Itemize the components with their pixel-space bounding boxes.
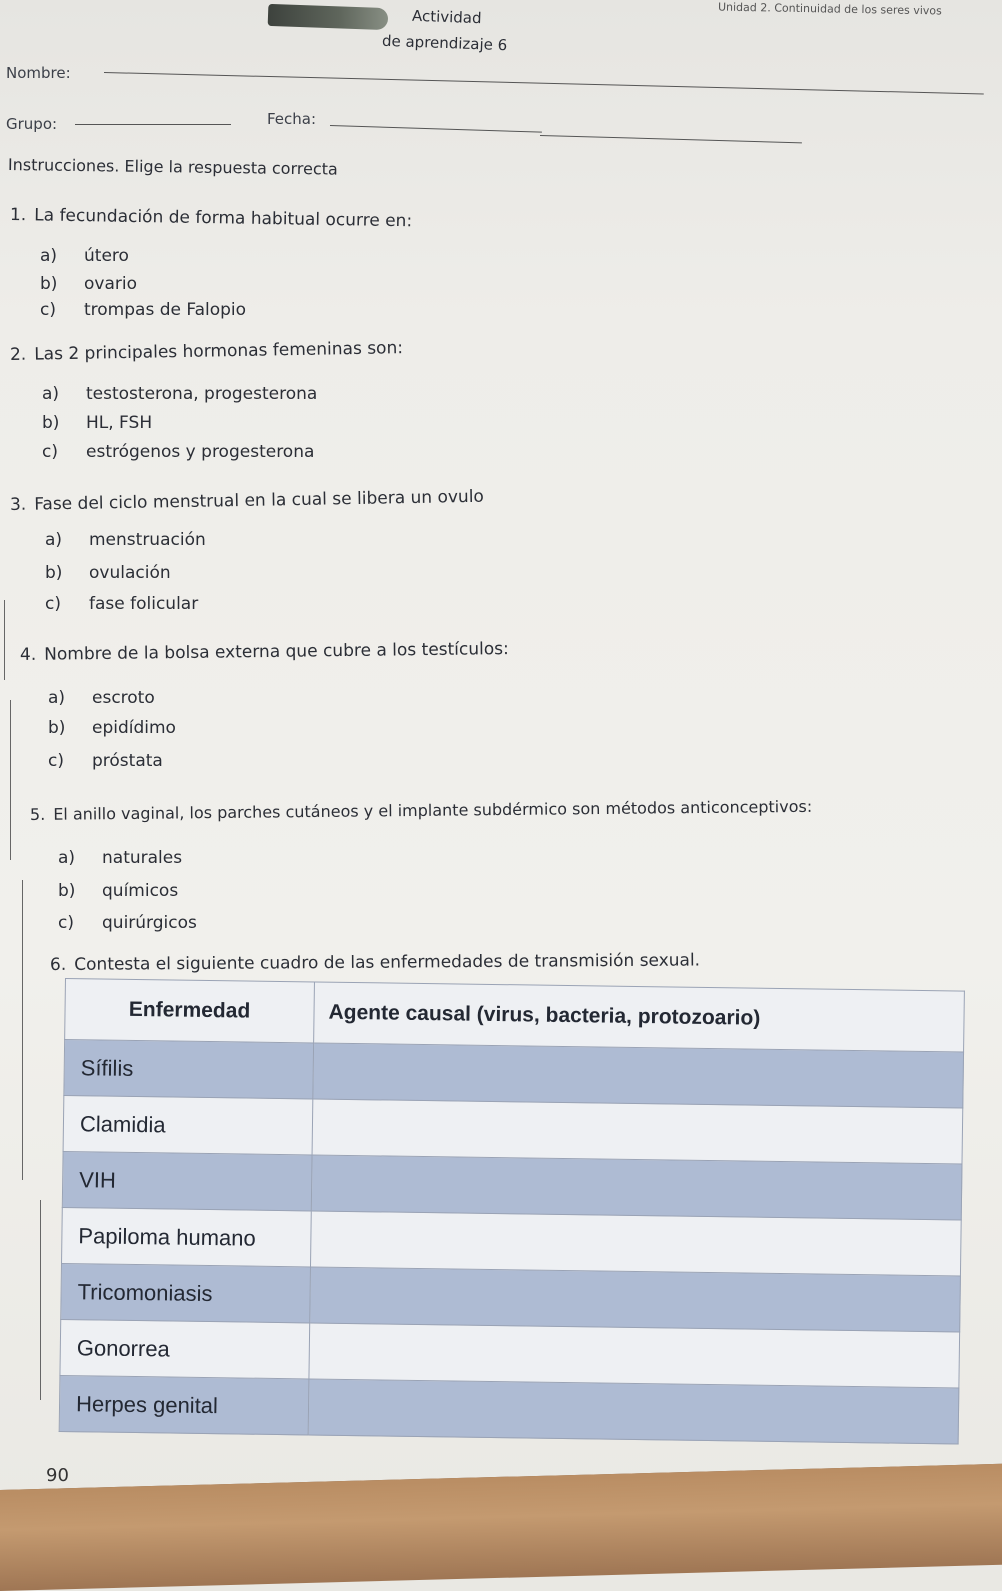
agent-cell[interactable] xyxy=(310,1211,961,1276)
option-letter: a) xyxy=(40,246,58,266)
margin-line xyxy=(10,700,11,860)
option-text: HL, FSH xyxy=(86,413,153,433)
option-letter: a) xyxy=(58,848,76,868)
agent-cell[interactable] xyxy=(309,1323,960,1388)
question-text: Contesta el siguiente cuadro de las enfermedades de transmisión sexual. xyxy=(74,950,701,975)
option-text: fase folicular xyxy=(89,594,199,614)
option-2c[interactable] xyxy=(42,442,314,462)
header-disease: Enfermedad xyxy=(65,979,315,1043)
margin-line xyxy=(22,880,23,1180)
option-text: epidídimo xyxy=(92,718,176,738)
margin-line xyxy=(40,1200,41,1400)
agent-cell[interactable] xyxy=(310,1267,961,1332)
name-field-line[interactable] xyxy=(104,72,984,95)
question-1 xyxy=(10,205,412,231)
question-text: Fase del ciclo menstrual en la cual se libera un ovulo xyxy=(34,486,485,515)
option-4a[interactable] xyxy=(48,688,155,708)
disease-cell: Tricomoniasis xyxy=(61,1263,311,1322)
option-text: químicos xyxy=(102,881,179,901)
disease-cell: Gonorrea xyxy=(60,1319,310,1378)
question-number: 2. xyxy=(9,344,27,365)
option-3b[interactable] xyxy=(45,563,171,583)
option-letter: c) xyxy=(48,751,64,771)
option-text: estrógenos y progesterona xyxy=(86,442,315,462)
option-1c[interactable] xyxy=(40,300,246,320)
question-text: La fecundación de forma habitual ocurre en: xyxy=(34,205,413,232)
option-letter: c) xyxy=(40,300,56,320)
activity-title-line1: Actividad xyxy=(411,6,482,28)
std-table xyxy=(59,978,965,1445)
option-text: próstata xyxy=(92,751,163,771)
option-letter: b) xyxy=(40,274,58,294)
question-6 xyxy=(50,950,700,975)
option-letter: b) xyxy=(48,718,66,738)
option-text: escroto xyxy=(92,688,155,708)
date-field-line[interactable] xyxy=(330,125,542,133)
option-text: testosterona, progesterona xyxy=(86,384,318,404)
option-3c[interactable] xyxy=(45,594,198,614)
option-5b[interactable] xyxy=(58,881,178,901)
option-2b[interactable] xyxy=(42,413,152,433)
option-letter: b) xyxy=(42,413,60,433)
table-row xyxy=(59,1375,959,1444)
question-text: Las 2 principales hormonas femeninas son: xyxy=(34,338,404,365)
date-label: Fecha: xyxy=(267,110,317,128)
option-1b[interactable] xyxy=(40,274,137,294)
agent-cell[interactable] xyxy=(312,1099,963,1164)
group-label: Grupo: xyxy=(6,115,58,133)
unit-title: Unidad 2. Continuidad de los seres vivos xyxy=(717,0,942,18)
option-5c[interactable] xyxy=(58,913,197,933)
question-number: 4. xyxy=(19,644,37,665)
option-text: menstruación xyxy=(89,530,206,550)
option-letter: c) xyxy=(45,594,61,614)
margin-line xyxy=(4,600,5,680)
disease-cell: Clamidia xyxy=(63,1095,313,1154)
option-text: ovulación xyxy=(89,563,171,583)
activity-title-line2: de aprendizaje 6 xyxy=(381,31,508,55)
option-letter: a) xyxy=(45,530,63,550)
question-2 xyxy=(10,338,403,365)
question-5 xyxy=(30,797,812,824)
option-5a[interactable] xyxy=(58,848,182,868)
marker-pen xyxy=(268,4,389,30)
disease-cell: Herpes genital xyxy=(59,1375,309,1434)
question-number: 6. xyxy=(49,954,67,975)
std-table-wrapper xyxy=(59,978,965,1445)
margin-note: 90 xyxy=(46,1465,69,1486)
option-4b[interactable] xyxy=(48,718,176,738)
question-3 xyxy=(10,487,484,515)
option-2a[interactable] xyxy=(42,384,317,404)
option-text: naturales xyxy=(102,848,183,868)
group-field-line[interactable] xyxy=(75,124,231,125)
agent-cell[interactable] xyxy=(308,1379,959,1444)
option-text: útero xyxy=(84,246,129,266)
disease-cell: VIH xyxy=(62,1151,312,1210)
option-letter: c) xyxy=(42,442,58,462)
option-1a[interactable] xyxy=(40,246,129,266)
option-3a[interactable] xyxy=(45,530,206,550)
option-text: ovario xyxy=(84,274,137,294)
disease-cell: Sífilis xyxy=(64,1040,314,1099)
option-text: quirúrgicos xyxy=(102,913,197,933)
agent-cell[interactable] xyxy=(313,1043,964,1108)
question-number: 1. xyxy=(9,205,27,226)
question-number: 5. xyxy=(29,804,46,824)
header-agent: Agente causal (virus, bacteria, protozoario) xyxy=(314,982,965,1052)
question-4 xyxy=(20,639,509,665)
option-letter: a) xyxy=(42,384,60,404)
option-letter: a) xyxy=(48,688,66,708)
question-text: Nombre de la bolsa externa que cubre a los testículos: xyxy=(44,639,509,665)
option-4c[interactable] xyxy=(48,751,163,771)
option-letter: b) xyxy=(58,881,76,901)
name-label: Nombre: xyxy=(6,64,71,82)
disease-cell: Papiloma humano xyxy=(62,1207,312,1266)
question-number: 3. xyxy=(9,494,27,515)
date-field-line-extension xyxy=(540,135,802,143)
instructions: Instrucciones. Elige la respuesta correcta xyxy=(7,155,338,179)
option-letter: c) xyxy=(58,913,74,933)
question-text: El anillo vaginal, los parches cutáneos y el implante subdérmico son métodos anticonceptivos: xyxy=(53,796,813,824)
option-text: trompas de Falopio xyxy=(84,300,247,320)
agent-cell[interactable] xyxy=(311,1155,962,1220)
option-letter: b) xyxy=(45,563,63,583)
